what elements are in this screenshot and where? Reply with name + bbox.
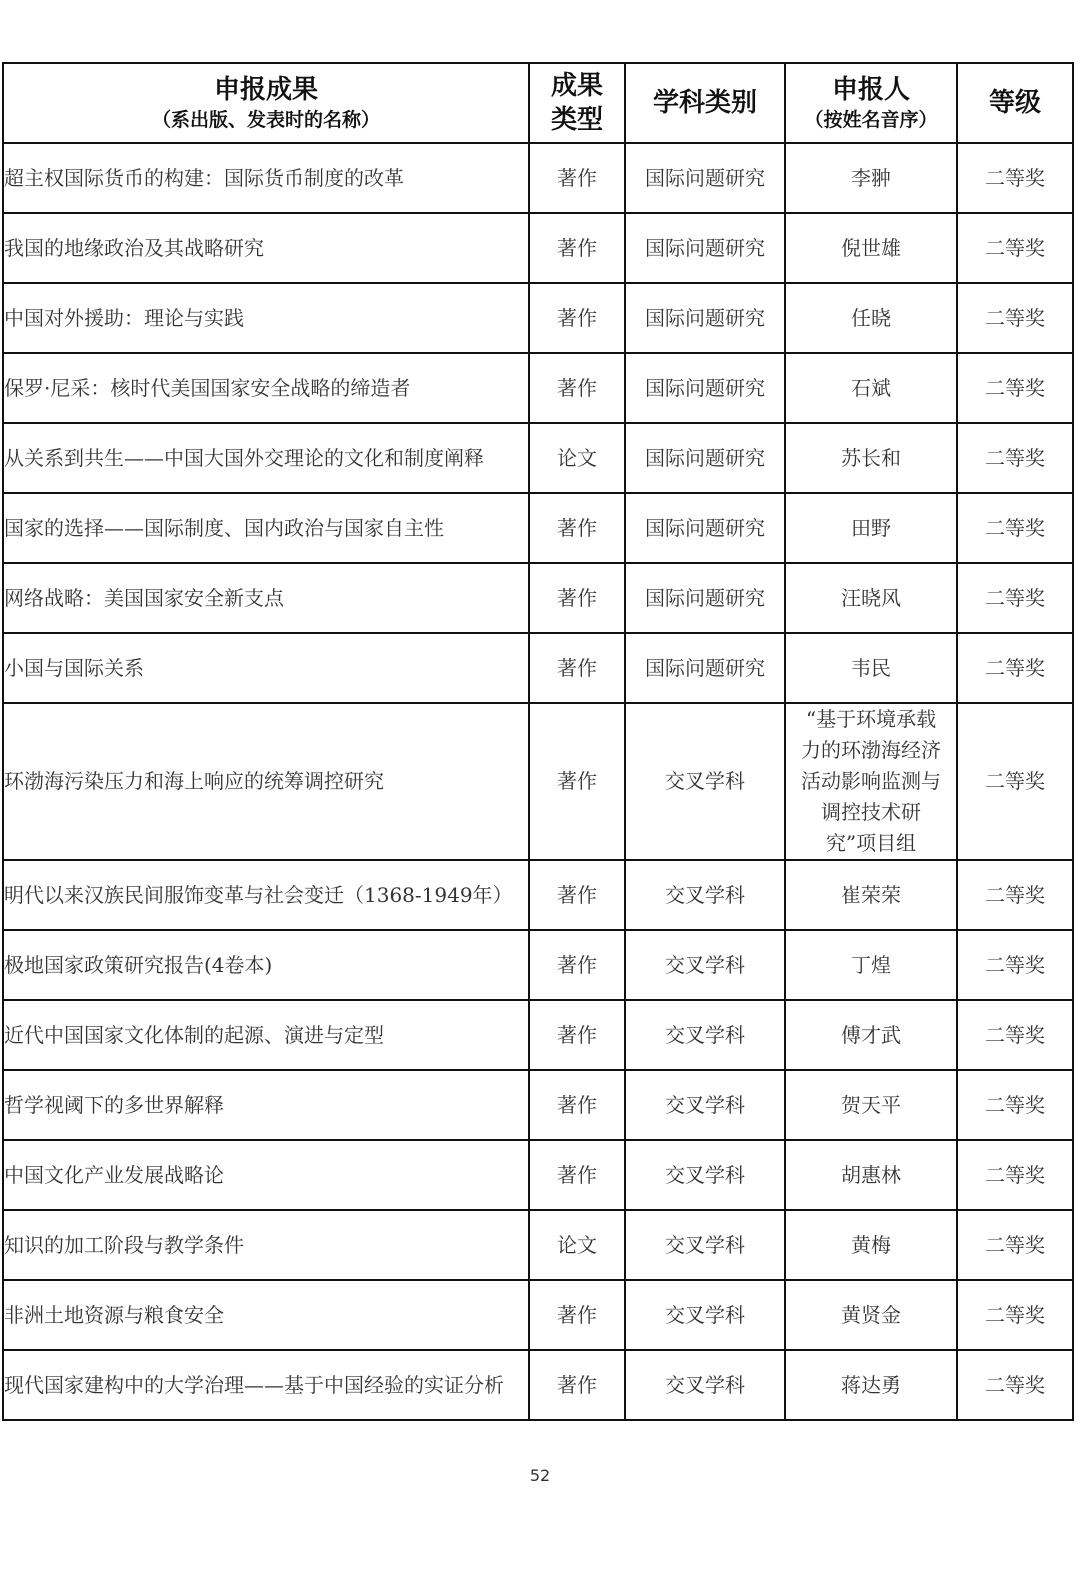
cell-applicant: 黄梅 bbox=[785, 1210, 957, 1280]
cell-grade: 二等奖 bbox=[957, 563, 1073, 633]
cell-grade: 二等奖 bbox=[957, 283, 1073, 353]
cell-applicant: 汪晓风 bbox=[785, 563, 957, 633]
cell-grade: 二等奖 bbox=[957, 423, 1073, 493]
cell-type: 著作 bbox=[529, 1000, 625, 1070]
cell-type: 著作 bbox=[529, 353, 625, 423]
cell-type: 论文 bbox=[529, 1210, 625, 1280]
header-type-label: 成果类型 bbox=[550, 71, 603, 135]
cell-type: 著作 bbox=[529, 633, 625, 703]
table-row bbox=[3, 283, 1073, 353]
table-row bbox=[3, 1000, 1073, 1070]
cell-type: 著作 bbox=[529, 1070, 625, 1140]
header-title bbox=[3, 63, 529, 143]
cell-discipline: 交叉学科 bbox=[625, 1280, 785, 1350]
cell-applicant: 韦民 bbox=[785, 633, 957, 703]
cell-title: 小国与国际关系 bbox=[3, 633, 529, 703]
cell-title: 近代中国国家文化体制的起源、演进与定型 bbox=[3, 1000, 529, 1070]
header-grade bbox=[957, 63, 1073, 143]
cell-type: 著作 bbox=[529, 213, 625, 283]
cell-grade: 二等奖 bbox=[957, 353, 1073, 423]
cell-grade: 二等奖 bbox=[957, 1280, 1073, 1350]
header-discipline-label: 学科类别 bbox=[652, 88, 757, 118]
cell-type: 著作 bbox=[529, 143, 625, 213]
cell-grade: 二等奖 bbox=[957, 493, 1073, 563]
cell-discipline: 交叉学科 bbox=[625, 1210, 785, 1280]
header-grade-label: 等级 bbox=[988, 88, 1041, 118]
table-row bbox=[3, 1350, 1073, 1420]
cell-title: 从关系到共生——中国大国外交理论的文化和制度阐释 bbox=[3, 423, 529, 493]
cell-grade: 二等奖 bbox=[957, 860, 1073, 930]
header-applicant-sub: （按姓名音序） bbox=[804, 109, 938, 131]
cell-discipline: 国际问题研究 bbox=[625, 213, 785, 283]
cell-title: 中国对外援助：理论与实践 bbox=[3, 283, 529, 353]
table-header-row bbox=[3, 63, 1073, 143]
cell-type: 著作 bbox=[529, 703, 625, 860]
cell-discipline: 国际问题研究 bbox=[625, 423, 785, 493]
cell-type: 著作 bbox=[529, 1350, 625, 1420]
cell-title: 现代国家建构中的大学治理——基于中国经验的实证分析 bbox=[3, 1350, 529, 1420]
cell-applicant: 崔荣荣 bbox=[785, 860, 957, 930]
cell-applicant: 蒋达勇 bbox=[785, 1350, 957, 1420]
cell-title: 保罗·尼采：核时代美国国家安全战略的缔造者 bbox=[3, 353, 529, 423]
cell-discipline: 国际问题研究 bbox=[625, 353, 785, 423]
table-row bbox=[3, 143, 1073, 213]
table-row bbox=[3, 703, 1073, 860]
cell-applicant: 黄贤金 bbox=[785, 1280, 957, 1350]
cell-type: 著作 bbox=[529, 563, 625, 633]
cell-type: 著作 bbox=[529, 1140, 625, 1210]
table-body bbox=[3, 143, 1073, 1420]
cell-type: 论文 bbox=[529, 423, 625, 493]
cell-title: 我国的地缘政治及其战略研究 bbox=[3, 213, 529, 283]
cell-applicant: “基于环境承载力的环渤海经济活动影响监测与调控技术研究”项目组 bbox=[785, 703, 957, 860]
header-title-sub: （系出版、发表时的名称） bbox=[151, 109, 380, 131]
table-row bbox=[3, 493, 1073, 563]
cell-title: 超主权国际货币的构建：国际货币制度的改革 bbox=[3, 143, 529, 213]
cell-applicant: 贺天平 bbox=[785, 1070, 957, 1140]
cell-discipline: 国际问题研究 bbox=[625, 563, 785, 633]
header-applicant bbox=[785, 63, 957, 143]
table-row bbox=[3, 423, 1073, 493]
table-row bbox=[3, 1210, 1073, 1280]
cell-title: 国家的选择——国际制度、国内政治与国家自主性 bbox=[3, 493, 529, 563]
table-row bbox=[3, 353, 1073, 423]
cell-discipline: 交叉学科 bbox=[625, 1000, 785, 1070]
table-row bbox=[3, 1280, 1073, 1350]
cell-type: 著作 bbox=[529, 860, 625, 930]
cell-title: 环渤海污染压力和海上响应的统筹调控研究 bbox=[3, 703, 529, 860]
cell-applicant: 倪世雄 bbox=[785, 213, 957, 283]
cell-applicant: 田野 bbox=[785, 493, 957, 563]
cell-title: 知识的加工阶段与教学条件 bbox=[3, 1210, 529, 1280]
cell-title: 非洲土地资源与粮食安全 bbox=[3, 1280, 529, 1350]
cell-grade: 二等奖 bbox=[957, 1000, 1073, 1070]
cell-applicant: 李翀 bbox=[785, 143, 957, 213]
cell-grade: 二等奖 bbox=[957, 213, 1073, 283]
cell-type: 著作 bbox=[529, 930, 625, 1000]
cell-discipline: 国际问题研究 bbox=[625, 283, 785, 353]
cell-applicant: 傅才武 bbox=[785, 1000, 957, 1070]
cell-title: 网络战略：美国国家安全新支点 bbox=[3, 563, 529, 633]
cell-applicant: 丁煌 bbox=[785, 930, 957, 1000]
award-table bbox=[2, 62, 1074, 1421]
cell-applicant: 石斌 bbox=[785, 353, 957, 423]
table-row bbox=[3, 860, 1073, 930]
table-row bbox=[3, 213, 1073, 283]
cell-discipline: 交叉学科 bbox=[625, 1350, 785, 1420]
cell-type: 著作 bbox=[529, 493, 625, 563]
cell-applicant: 任晓 bbox=[785, 283, 957, 353]
header-applicant-label: 申报人 bbox=[831, 75, 910, 105]
header-discipline bbox=[625, 63, 785, 143]
cell-grade: 二等奖 bbox=[957, 930, 1073, 1000]
cell-discipline: 交叉学科 bbox=[625, 703, 785, 860]
cell-grade: 二等奖 bbox=[957, 1140, 1073, 1210]
cell-grade: 二等奖 bbox=[957, 1210, 1073, 1280]
cell-type: 著作 bbox=[529, 283, 625, 353]
cell-discipline: 交叉学科 bbox=[625, 860, 785, 930]
cell-applicant: 苏长和 bbox=[785, 423, 957, 493]
cell-discipline: 国际问题研究 bbox=[625, 493, 785, 563]
cell-type: 著作 bbox=[529, 1280, 625, 1350]
table-row bbox=[3, 1070, 1073, 1140]
cell-grade: 二等奖 bbox=[957, 1350, 1073, 1420]
cell-title: 明代以来汉族民间服饰变革与社会变迁（1368-1949年） bbox=[3, 860, 529, 930]
cell-title: 极地国家政策研究报告(4卷本) bbox=[3, 930, 529, 1000]
cell-grade: 二等奖 bbox=[957, 143, 1073, 213]
table-row bbox=[3, 1140, 1073, 1210]
cell-grade: 二等奖 bbox=[957, 703, 1073, 860]
table-row bbox=[3, 563, 1073, 633]
table-row bbox=[3, 930, 1073, 1000]
cell-discipline: 交叉学科 bbox=[625, 930, 785, 1000]
cell-discipline: 交叉学科 bbox=[625, 1140, 785, 1210]
cell-discipline: 国际问题研究 bbox=[625, 633, 785, 703]
cell-applicant: 胡惠林 bbox=[785, 1140, 957, 1210]
cell-grade: 二等奖 bbox=[957, 633, 1073, 703]
cell-title: 哲学视阈下的多世界解释 bbox=[3, 1070, 529, 1140]
header-type bbox=[529, 63, 625, 143]
cell-title: 中国文化产业发展战略论 bbox=[3, 1140, 529, 1210]
cell-discipline: 国际问题研究 bbox=[625, 143, 785, 213]
cell-grade: 二等奖 bbox=[957, 1070, 1073, 1140]
header-title-label: 申报成果 bbox=[213, 75, 318, 105]
table-row bbox=[3, 633, 1073, 703]
cell-discipline: 交叉学科 bbox=[625, 1070, 785, 1140]
page-number: 52 bbox=[529, 1466, 551, 1485]
